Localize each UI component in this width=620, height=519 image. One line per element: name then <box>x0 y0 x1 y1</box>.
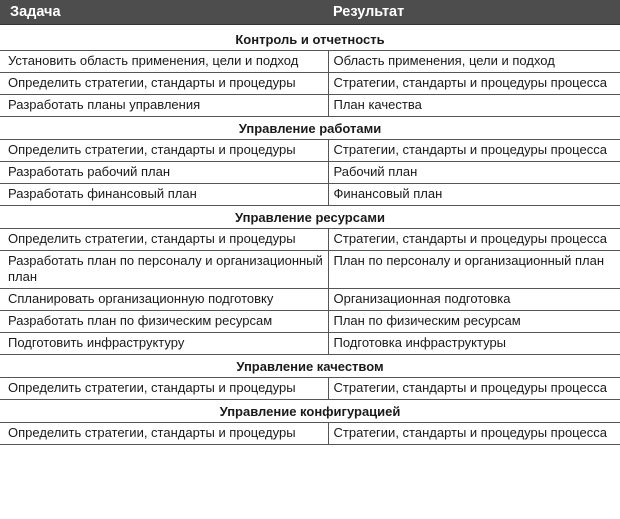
section-row <box>0 25 620 51</box>
section-title: Управление работами <box>0 117 620 140</box>
section-title: Управление качеством <box>0 355 620 378</box>
header-result: Результат <box>328 0 620 25</box>
task-cell: Разработать план по физическим ресурсам <box>0 311 328 333</box>
result-cell: Стратегии, стандарты и процедуры процесса <box>328 140 620 162</box>
table-row <box>0 423 620 445</box>
table-row <box>0 162 620 184</box>
table-body <box>0 25 620 445</box>
header-task: Задача <box>0 0 328 25</box>
result-cell: Финансовый план <box>328 184 620 206</box>
task-cell: Определить стратегии, стандарты и процедуры <box>0 423 328 445</box>
table-row <box>0 73 620 95</box>
table-row <box>0 140 620 162</box>
result-cell: План качества <box>328 95 620 117</box>
table-row <box>0 333 620 355</box>
section-title: Управление конфигурацией <box>0 400 620 423</box>
section-row <box>0 355 620 378</box>
result-cell: Рабочий план <box>328 162 620 184</box>
result-cell: План по персоналу и организационный план <box>328 251 620 289</box>
section-title: Контроль и отчетность <box>0 25 620 51</box>
task-cell: Подготовить инфраструктуру <box>0 333 328 355</box>
result-cell: Стратегии, стандарты и процедуры процесса <box>328 378 620 400</box>
task-cell: Спланировать организационную подготовку <box>0 289 328 311</box>
section-row <box>0 206 620 229</box>
header-row <box>0 0 620 25</box>
task-cell: Определить стратегии, стандарты и процедуры <box>0 73 328 95</box>
task-cell: Разработать рабочий план <box>0 162 328 184</box>
table-row <box>0 184 620 206</box>
task-cell: Разработать планы управления <box>0 95 328 117</box>
result-cell: Стратегии, стандарты и процедуры процесса <box>328 229 620 251</box>
result-cell: План по физическим ресурсам <box>328 311 620 333</box>
table-row <box>0 378 620 400</box>
task-cell: Определить стратегии, стандарты и процедуры <box>0 140 328 162</box>
section-title: Управление ресурсами <box>0 206 620 229</box>
table-header <box>0 0 620 25</box>
result-cell: Стратегии, стандарты и процедуры процесса <box>328 423 620 445</box>
table-row <box>0 311 620 333</box>
table-row <box>0 95 620 117</box>
result-cell: Организационная подготовка <box>328 289 620 311</box>
result-cell: Стратегии, стандарты и процедуры процесса <box>328 73 620 95</box>
task-cell: Определить стратегии, стандарты и процедуры <box>0 378 328 400</box>
section-row <box>0 117 620 140</box>
table-row <box>0 229 620 251</box>
section-row <box>0 400 620 423</box>
task-cell: Разработать план по персоналу и организационный план <box>0 251 328 289</box>
task-cell: Определить стратегии, стандарты и процедуры <box>0 229 328 251</box>
result-cell: Подготовка инфраструктуры <box>328 333 620 355</box>
task-cell: Установить область применения, цели и подход <box>0 51 328 73</box>
table-row <box>0 51 620 73</box>
table-row <box>0 289 620 311</box>
table-row <box>0 251 620 289</box>
result-cell: Область применения, цели и подход <box>328 51 620 73</box>
task-cell: Разработать финансовый план <box>0 184 328 206</box>
